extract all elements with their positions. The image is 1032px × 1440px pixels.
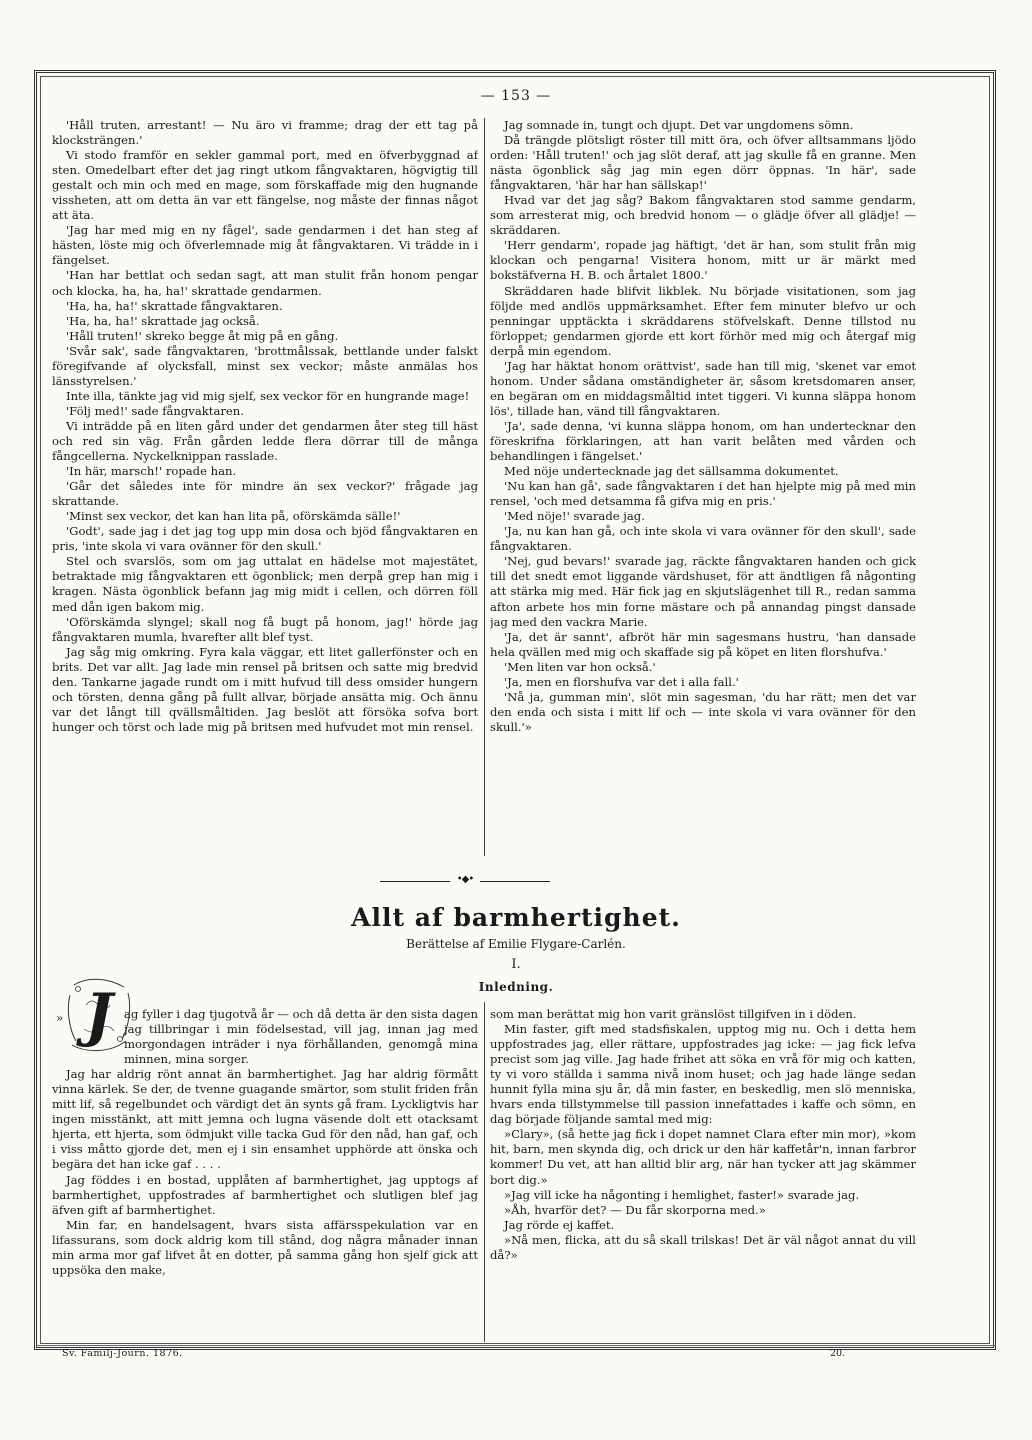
bottom-left-column	[52, 1007, 478, 1342]
paragraph: 'Ha, ha, ha!' skrattade jag också.	[66, 313, 260, 328]
column-rule-bottom	[484, 1002, 485, 1342]
paragraph: 'Ja, nu kan han gå, och inte skola vi vara ovänner för den skull', sade fångvaktaren.	[490, 524, 916, 554]
paragraph: »Jag vill icke ha någonting i hemlighet, faster!» svarade jag.	[504, 1187, 860, 1202]
paragraph: 'Håll truten, arrestant! — Nu äro vi framme; drag der ett tag på klocksträngen.'	[52, 118, 478, 148]
paragraph: Då trängde plötsligt röster till mitt öra, och öfver alltsammans ljödo orden: 'Håll truten!' och jag slöt deraf, att jag skulle få en granne. Men nästa ögonblick såg jag min egen dörr öppnas. 'In här', sade fångvaktaren, 'här har han sällskap!'	[490, 133, 916, 193]
paragraph: 'Nå ja, gumman min', slöt min sagesman, 'du har rätt; men det var den enda och sista i mitt lif och — inte skola vi vara ovänner för den skull.'»	[490, 689, 916, 734]
paragraph: 'Ja, det är sannt', afbröt här min sagesmans hustru, 'han dansade hela qvällen med mig och skaffade sig på köpet en liten florshufva.'	[490, 629, 916, 659]
paragraph: »Nå men, flicka, att du så skall trilskas! Det är väl något annat du vill då?»	[490, 1232, 916, 1262]
paragraph: Jag somnade in, tungt och djupt. Det var ungdomens sömn.	[504, 118, 854, 132]
paragraph: Inte illa, tänkte jag vid mig sjelf, sex veckor för en hungrande mage!	[66, 388, 470, 403]
paragraph: 'Nu kan han gå', sade fångvaktaren i det han hjelpte mig på med min rensel, 'och med detsamma få gifva mig en pris.'	[490, 479, 916, 509]
paragraph: 'Håll truten!' skreko begge åt mig på en gång.	[66, 328, 339, 343]
footer-signature-number: 20.	[830, 1348, 846, 1359]
paragraph: 'Ja, men en florshufva var det i alla fall.'	[504, 674, 739, 689]
footer-publication: Sv. Familj-Journ. 1876.	[62, 1348, 183, 1359]
paragraph: Skräddaren hade blifvit likblek. Nu började visitationen, som jag följde med andlös uppmärksamhet. Efter fem minuter blefvo ur och penningar upptäckta i skräddarens stöfvelskaft. Denne tillstod nu förloppet; gendarmen gjorde ett kort förhör med mig och återgaf mig derpå min egendom.	[490, 283, 916, 358]
paragraph: 'Han har bettlat och sedan sagt, att man stulit från honom pengar och klocka, ha, ha, ha!' skrattade gendarmen.	[52, 268, 478, 298]
paragraph: 'Jag har med mig en ny fågel', sade gendarmen i det han steg af hästen, löste mig och öfverlemnade mig åt fångvaktaren. Vi trädde in i fängelset.	[52, 223, 478, 268]
chapter-title: Inledning.	[478, 980, 554, 994]
story-title: Allt af barmhertighet.	[351, 903, 681, 932]
story-byline: Berättelse af Emilie Flygare-Carlén.	[406, 937, 626, 951]
paragraph: Jag föddes i en bostad, upplåten af barmhertighet, jag upptogs af barmhertighet, uppfostrades af barmhertighet och slutligen blef jag äfven gift af barmhertighet.	[52, 1172, 478, 1217]
paragraph: Min faster, gift med stadsfiskalen, upptog mig nu. Och i detta hem uppfostrades jag, eller rättare, uppfostrades jag icke: — jag fick lefva precist som jag ville. Jag hade frihet att söka en vrå för mig och katten, ty vi voro ställda i samma nivå inom huset; och jag hade länge sedan hunnit fylla mina sju år, då min faster, en beskedlig, men slö menniska, hvars enda tillstymmelse till passion innefattades i kaffe och sömn, en dag började följande samtal med mig:	[490, 1022, 916, 1127]
top-right-column	[490, 118, 916, 863]
paragraph: Hvad var det jag såg? Bakom fångvaktaren stod samme gendarm, som arresterat mig, och bredvid honom — o glädje öfver all glädje! — skräddaren.	[490, 193, 916, 238]
dropcap-spacer	[52, 1007, 124, 1067]
column-rule-top	[484, 118, 485, 856]
paragraph: Vi stodo framför en sekler gammal port, med en öfverbyggnad af sten. Omedelbart efter det jag ringt utkom fångvaktaren, högvigtig till gestalt och min och med en mage, som förskaffade mig den hugnande vissheten, att om detta än var ett fängelse, nog måste der finnas något att äta.	[52, 148, 478, 223]
paragraph: 'Jag har häktat honom orättvist', sade han till mig, 'skenet var emot honom. Under sådana omständigheter är, såsom kretsdomaren anser, en begäran om en middagsmåltid intet tiggeri. Vi kunna släppa honom lös', tillade han, vänd till fångvaktaren.	[490, 358, 916, 418]
paragraph: »Clary», (så hette jag fick i dopet namnet Clara efter min mor), »kom hit, barn, men skynda dig, och drick ur den här kaffetår'n, innan farbror kommer! Du vet, att han alltid blir arg, när han tycker att jag skämmer bort dig.»	[490, 1127, 916, 1187]
paragraph: 'Nej, gud bevars!' svarade jag, räckte fångvaktaren handen och gick till det snedt emot liggande värdshuset, för att ändtligen få någonting att stärka mig med. Här fick jag en skjutslägenhet till R., redan samma afton arbete hos min forne mästare och på annandag pingst dansade jag med den vackra Marie.	[490, 554, 916, 629]
paragraph: 'In här, marsch!' ropade han.	[66, 464, 237, 479]
bottom-right-column	[490, 1007, 916, 1342]
paragraph: 'Herr gendarm', ropade jag häftigt, 'det är han, som stulit från mig klockan och pengarna! Visitera honom, mitt ur är märkt med bokstäfverna H. B. och årtalet 1800.'	[490, 238, 916, 283]
paragraph: Min far, en handelsagent, hvars sista affärsspekulation var en lifassurans, som dock aldrig kom till stånd, dog några månader innan min arma mor gaf lifvet åt en dotter, på samma gång hon sjelf gick att uppsöka den make,	[52, 1217, 478, 1277]
paragraph: 'Svår sak', sade fångvaktaren, 'brottmålssak, bettlande under falskt föregifvande af olycksfall, minst sex veckor; måste anmälas hos länsstyrelsen.'	[52, 343, 478, 388]
paragraph: 'Ja', sade denna, 'vi kunna släppa honom, om han undertecknar den föreskrifna förklaringen, att han varit belåten med vården och behandlingen i fängelset.'	[490, 418, 916, 464]
paragraph: ag fyller i dag tjugotvå år — och då detta är den sista dagen jag tillbringar i min födelsestad, vill jag, innan jag med morgondagen inträder i nya förhållanden, genomgå mina minnen, mina sorger.	[124, 1007, 478, 1067]
opening-quote: »	[56, 1011, 64, 1025]
paragraph: 'Följ med!' sade fångvaktaren.	[66, 403, 244, 418]
paragraph: »Åh, hvarför det? — Du får skorporna med.»	[504, 1202, 766, 1217]
paragraph: Stel och svarslös, som om jag uttalat en hädelse mot majestätet, betraktade mig fångvaktaren ett ögonblick; men derpå grep han mig i kragen. Nästa ögonblick befann jag mig midt i cellen, och dörren föll med dån igen bakom mig.	[52, 554, 478, 614]
paragraph: Jag har aldrig rönt annat än barmhertighet. Jag har aldrig förmått vinna kärlek. Se der, de tvenne guagande smärtor, som stulit friden från mitt lif, så regelbundet och värdigt det än synts gå fram. Lyckligtvis har ingen misstänkt, att mitt jemna och lugna väsende dolt ett otacksamt hjerta, ett hjerta, som ödmjukt ville tacka Gud för den nåd, han gaf, och i viss måtto gjorde det, men ej i sin ensamhet upphörde att önska och begära det han icke gaf . . . .	[52, 1067, 478, 1172]
paragraph: som man berättat mig hon varit gränslöst tillgifven in i döden.	[490, 1007, 857, 1021]
footer-rule	[36, 1345, 996, 1346]
chapter-number: I.	[511, 957, 521, 972]
paragraph: 'Godt', sade jag i det jag tog upp min dosa och bjöd fångvaktaren en pris, 'inte skola vi vara ovänner för den skull.'	[52, 524, 478, 554]
paragraph: 'Ha, ha, ha!' skrattade fångvaktaren.	[66, 298, 283, 313]
paragraph: 'Minst sex veckor, det kan han lita på, oförskämda sälle!'	[66, 509, 401, 524]
section-divider	[380, 874, 550, 887]
paragraph: Jag rörde ej kaffet.	[504, 1217, 615, 1232]
divider-ornament: •◆•	[456, 874, 474, 885]
paragraph: 'Går det således inte för mindre än sex veckor?' frågade jag skrattande.	[52, 479, 478, 509]
paragraph: 'Oförskämda slyngel; skall nog få bugt på honom, jag!' hörde jag fångvaktaren mumla, hvarefter allt blef tyst.	[52, 614, 478, 644]
top-left-column	[52, 118, 478, 863]
paragraph: Med nöje undertecknade jag det sällsamma dokumentet.	[504, 464, 839, 479]
divider-line-right	[480, 881, 550, 882]
paragraph: 'Med nöje!' svarade jag.	[504, 509, 645, 524]
paragraph: Vi inträdde på en liten gård under det gendarmen åter steg till häst och red sin väg. Från gården ledde flera dörrar till de många fångcellerna. Nyckelknippan rasslade.	[52, 418, 478, 464]
page-number: — 153 —	[480, 88, 552, 104]
paragraph: 'Men liten var hon också.'	[504, 659, 656, 674]
divider-line-left	[380, 881, 450, 882]
dropcap-letter: J	[85, 981, 113, 1049]
paragraph: Jag såg mig omkring. Fyra kala väggar, ett litet gallerfönster och en brits. Det var allt. Jag lade min rensel på britsen och satte mig bredvid den. Tankarne jagade rundt om i mitt hufvud till dess omsider hungern och törsten, denna gång på fullt allvar, började ansätta mig. Och ännu var det långt till qvällsmåltiden. Jag beslöt att försöka sofva bort hunger och törst och lade mig på britsen med hufvudet mot min rensel.	[52, 644, 478, 734]
